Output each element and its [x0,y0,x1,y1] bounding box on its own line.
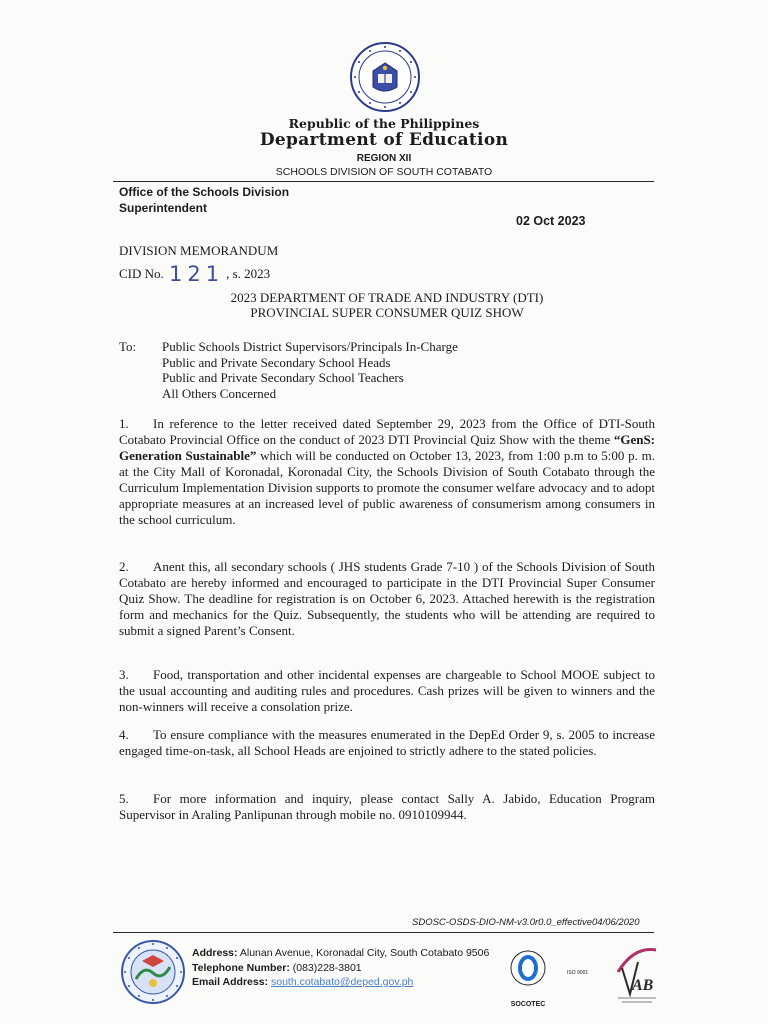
subject-line-1: 2023 DEPARTMENT OF TRADE AND INDUSTRY (DTI) [230,290,544,305]
contact-block [192,946,489,990]
document-code: SDOSC-OSDS-DIO-NM-v3.0r0.0_effective04/06/2020 [412,917,640,928]
recipient-item: Public Schools District Supervisors/Principals In-Charge [162,339,458,354]
office-line-2: Superintendent [119,201,208,215]
deped-seal-icon [349,41,421,113]
paragraph-text: For more information and inquiry, please contact Sally A. Jabido, Education Program Supervisor in Araling Panlipunan through mobile no. 0910109944. [119,791,655,822]
event-theme: “GenS: Generation Sustainable” [119,432,655,463]
header-divider [113,181,654,182]
pab-accreditation-icon [608,942,662,1008]
paragraph-number: 4. [119,727,129,742]
paragraph-4 [119,727,655,759]
email-line [192,975,489,990]
socotec-label: SOCOTEC [510,1001,546,1008]
paragraph-text: Anent this, all secondary schools ( JHS students Grade 7-10 ) of the Schools Division of South Cotabato are hereby informed and encouraged to participate in the DTI Provincial Super Consumer Quiz Show. The deadline for registration is on October 6, 2023. Attached herewith is the registration form and mechanics for the Quiz. Subsequently, the students who will be attending are required to submit a signed Parent’s Consent. [119,559,655,638]
memo-type: DIVISION MEMORANDUM [119,243,279,258]
paragraph-text: To ensure compliance with the measures enumerated in the DepEd Order 9, s. 2005 to increase engaged time-on-task, all School Heads are enjoined to strictly adhere to the stated policies. [119,727,655,758]
division-logo-icon [120,939,186,1005]
republic-title: Republic of the Philippines [288,116,480,131]
paragraph-text: which will be conducted on October 13, 2023, from 1:00 p.m to 5:00 p. m. at the City Mall of Koronadal, Koronadal City, the Schools Division of South Cotabato through the Curriculum Implementation Division supports to promote the consumer welfare advocacy and to adopt appropriate measures at an increased level of public awareness of consumerism among consumers in the school curriculum. [119,448,655,527]
footer-divider [113,932,654,933]
department-title: Department of Education [259,130,509,150]
paragraph-text: In reference to the letter received dated September 29, 2023 from the Office of DTI-South Cotabato Provincial Office on the conduct of 2023 DTI Provincial Quiz Show with the theme [119,416,655,447]
recipient-item: Public and Private Secondary School Heads [162,354,391,370]
recipient-list [162,339,458,401]
iso-label: ISO 9001 [567,970,589,976]
cid-series: , s. 2023 [226,266,271,281]
cid-prefix: CID No. [119,266,164,281]
address-value: Alunan Avenue, Koronadal City, South Cotabato 9506 [239,947,490,959]
memo-date: 02 Oct 2023 [516,214,586,228]
paragraph-2 [119,559,655,639]
paragraph-number: 3. [119,667,129,682]
memo-subject [119,290,655,320]
recipient-item: Public and Private Secondary School Teachers [162,370,404,385]
paragraph-number: 2. [119,559,129,574]
subject-line-2: PROVINCIAL SUPER CONSUMER QUIZ SHOW [250,305,524,320]
paragraph-number: 1. [119,416,129,431]
address-line [192,946,489,961]
phone-line [192,961,489,976]
email-link[interactable]: south.cotabato@deped.gov.ph [270,976,414,988]
cid-number-stamp: 121 [169,262,225,286]
email-label: Email Address: [192,976,269,988]
cid-line [119,259,271,286]
phone-value: (083)228-3801 [292,961,362,974]
recipient-item: All Others Concerned [162,385,277,401]
paragraph-5 [119,791,655,823]
office-line-1: Office of the Schools Division [119,185,290,199]
region-label: REGION XII [356,153,412,164]
paragraph-text: Food, transportation and other incidental expenses are chargeable to School MOOE subject to the usual accounting and auditing rules and procedures. Cash prizes will be given to winners and the non-winners will receive a consolation prize. [119,667,655,714]
to-label: To: [119,339,137,354]
office-name [119,184,289,216]
division-name: SCHOOLS DIVISION OF SOUTH COTABATO [275,166,493,178]
paragraph-number: 5. [119,791,129,806]
phone-label: Telephone Number: [192,961,290,974]
svg-text:AB: AB [632,977,654,994]
paragraph-1 [119,416,655,528]
paragraph-3 [119,667,655,715]
socotec-certification-icon [508,946,548,1000]
address-label: Address: [192,947,238,959]
